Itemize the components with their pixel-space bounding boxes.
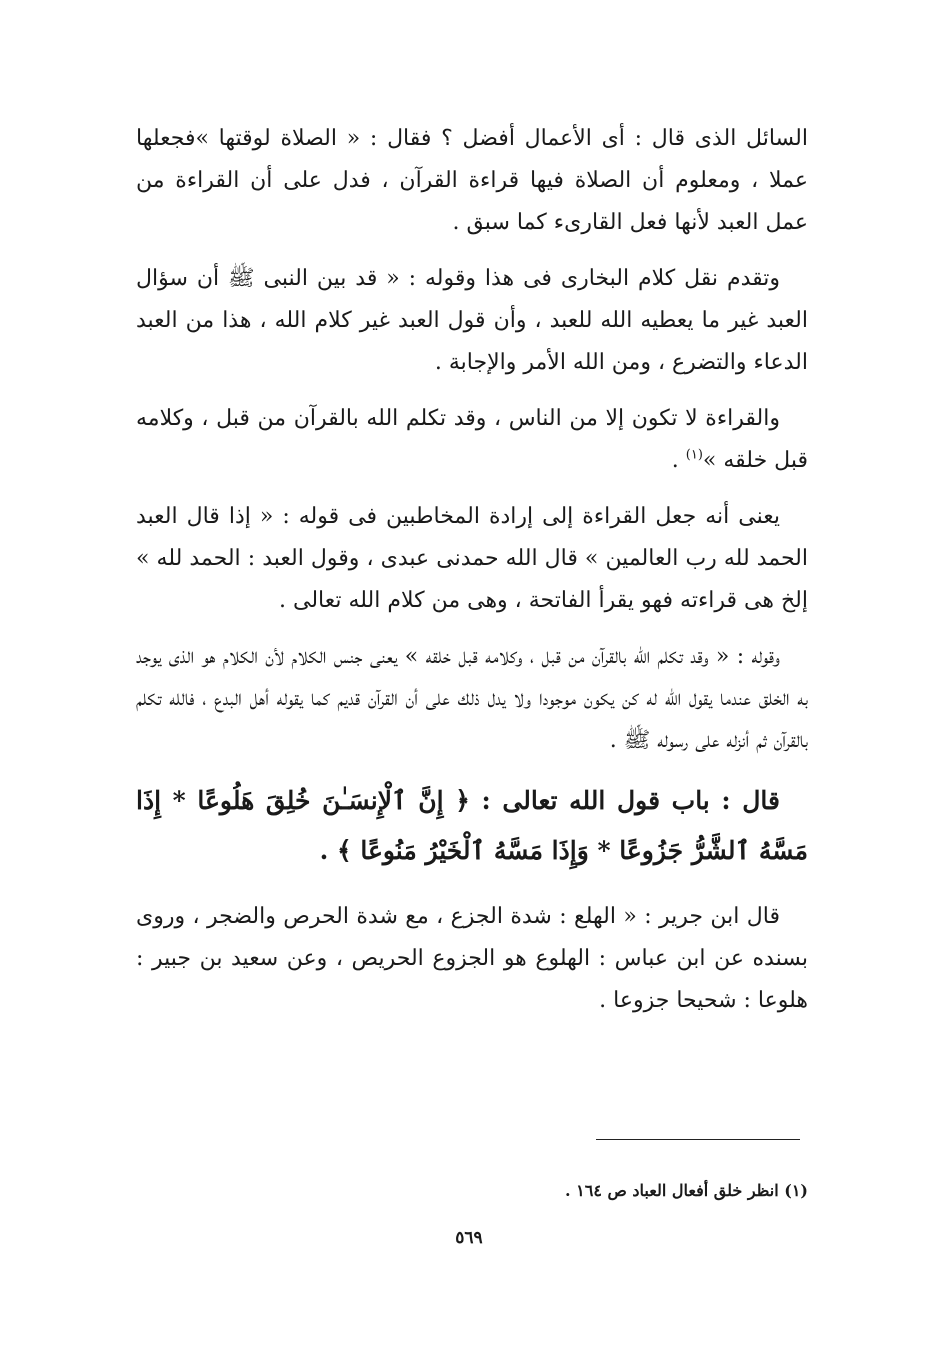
paragraph-3-end: . [671, 448, 686, 473]
paragraph-5: وقوله : « وقد تكلم الله بالقرآن من قبل ، وكلامه قبل خلقه » يعنى جنس الكلام لأن الكلام هو الذى يوجد به الخلق عندما يقول الله له كن يكون موجودا ولا يدل ذلك على أن القرآن قديم كما يقوله أهل البدع ، فالله تكلم بالقرآن ثم أنزله على رسوله ﷺ . [136, 644, 808, 753]
paragraph-2: وتقدم نقل كلام البخارى فى هذا وقوله : « قد بين النبى ﷺ أن سؤال العبد غير ما يعطيه الله للعبد ، وأن قول العبد غير كلام الله ، هذا من العبد الدعاء والتضرع ، ومن الله الأمر والإجابة . [136, 266, 808, 375]
quran-verse-paragraph: قال : باب قول الله تعالى : ﴿ إِنَّ ٱلْإِنسَـٰنَ خُلِقَ هَلُوعًا * إِذَا مَسَّهُ ٱلشَّرُّ جَزُوعًا * وَإِذَا مَسَّهُ ٱلْخَيْرُ مَنُوعًا ﴾ . [136, 786, 808, 865]
footnote-reference: (١) [685, 447, 703, 463]
footnote-divider [596, 1139, 800, 1140]
page-number: ٥٦٩ [455, 1228, 483, 1248]
paragraph-7: قال ابن جرير : « الهلع : شدة الجزع ، مع شدة الحرص والضجر ، وروى بسنده عن ابن عباس : الهلوع هو الجزوع الحريص ، وعن سعيد بن جبير : هلوعا : شحيحا جزوعا . [136, 904, 808, 1013]
paragraph-3-text: والقراءة لا تكون إلا من الناس ، وقد تكلم الله بالقرآن من قبل ، وكلامه قبل خلقه » [136, 406, 808, 473]
main-text [136, 118, 808, 1036]
paragraph-1: السائل الذى قال : أى الأعمال أفضل ؟ فقال : « الصلاة لوقتها »فجعلها عملا ، ومعلوم أن الصلاة فيها قراءة القرآن ، فدل على أن القراءة من عمل العبد لأنها فعل القارىء كما سبق . [136, 126, 808, 235]
paragraph-3 [136, 398, 808, 482]
footnote: (١) انظر خلق أفعال العباد ص ١٦٤ . [565, 1181, 808, 1200]
paragraph-4: يعنى أنه جعل القراءة إلى إرادة المخاطبين فى قوله : « إذا قال العبد الحمد لله رب العالمين » قال الله حمدنى عبدى ، وقول العبد : الحمد لله » إلخ هى قراءته فهو يقرأ الفاتحة ، وهى من كلام الله تعالى . [136, 504, 808, 613]
